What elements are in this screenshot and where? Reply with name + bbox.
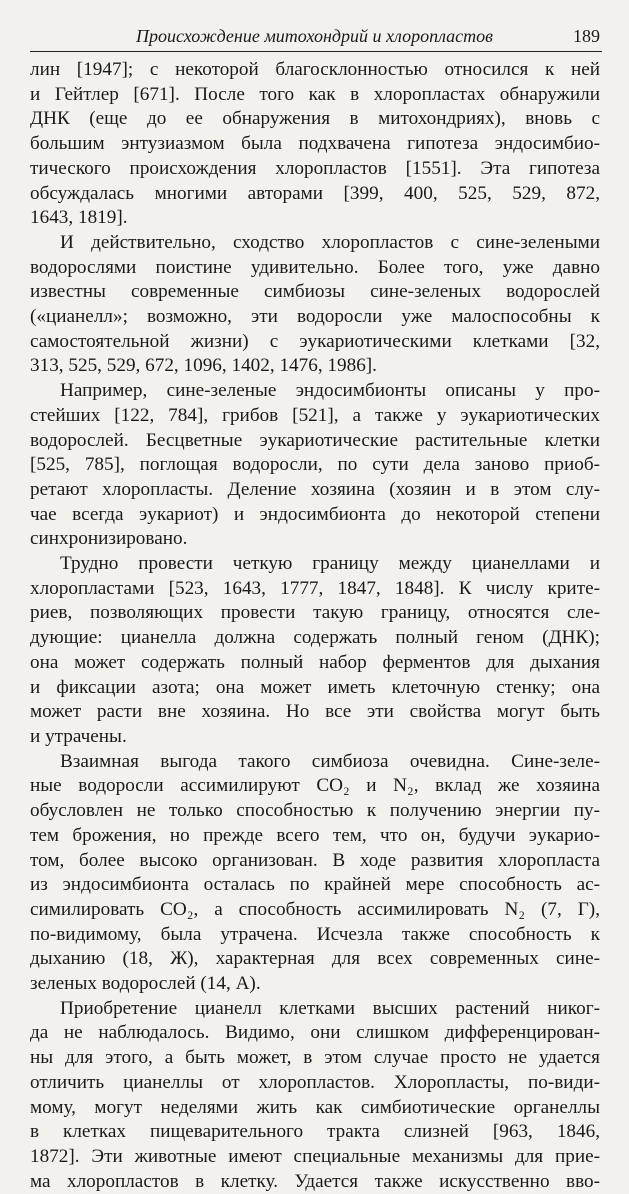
text-line: синхронизировано. [30,528,188,550]
text-line: дыханию (18, Ж), характерная для всех современных сине- [30,948,600,970]
paragraph [30,552,600,750]
page-number: 189 [573,26,600,46]
paragraph [30,379,600,552]
text-line: лин [1947]; с некоторой благосклонностью относился к ней [30,59,600,80]
text-line: да не наблюдалось. Видимо, они слишком дифференцирован- [30,1022,600,1044]
text-line: и Гейтлер [671]. После того как в хлоропластах обнаружили [30,83,600,105]
text-line: Взаимная выгода такого симбиоза очевидна. Сине-зеле- [60,750,600,772]
text-line: и утрачены. [30,725,127,747]
paragraph [30,750,600,997]
text-line: обсуждалась многими авторами [399, 400, 525, 529, 872, [30,182,600,204]
text-line: симилировать CO₂, а способность ассимилировать N₂ (7, Г), [30,898,600,920]
text-line: ретают хлоропласты. Деление хозяина (хозяин и в этом слу- [30,478,600,500]
text-line: чае всегда эукариот) и эндосимбионта до некоторой степени [30,503,600,525]
text-line: 1872]. Эти животные имеют специальные механизмы для прие- [30,1145,600,1167]
text-line: ны для этого, а быть может, в этом случае просто не удается [30,1047,600,1069]
paragraph [30,997,600,1194]
text-line: зеленых водорослей (14, А). [30,973,261,995]
text-line: хлоропластами [523, 1643, 1777, 1847, 1848]. К числу крите- [30,577,600,599]
text-line: водорослями поистине удивительно. Более того, уже давно [30,256,600,278]
text-line: 313, 525, 529, 672, 1096, 1402, 1476, 1986]. [30,355,377,377]
running-header [30,21,602,52]
text-line: дующие: цианелла должна содержать полный геном (ДНК); [30,627,600,649]
text-line: самостоятельной жизни) с эукариотическими клетками [32, [30,330,600,352]
text-line: Трудно провести четкую границу между цианеллами и [60,553,600,575]
text-line: («цианелл»; возможно, эти водоросли уже малоспособны к [30,306,600,328]
text-line: Например, сине-зеленые эндосимбионты описаны у про- [60,380,600,402]
text-line: и фиксации азота; она может иметь клеточную стенку; она [30,676,600,698]
text-line: тического происхождения хлоропластов [1551]. Эта гипотеза [30,157,600,179]
text-line: 1643, 1819]. [30,207,128,229]
text-line: ма хлоропластов в клетку. Удается также искусственно вво- [30,1170,600,1192]
paragraph [30,231,600,379]
text-line: по-видимому, была утрачена. Исчезла также способность к [30,923,600,945]
text-line: известны современные симбиозы сине-зеленых водорослей [30,281,600,303]
text-line: она может содержать полный набор ферментов для дыхания [30,651,600,673]
text-line: И действительно, сходство хлоропластов с сине-зелеными [60,231,600,253]
paragraph [30,58,600,231]
text-line: [525, 785], поглощая водоросли, по сути дела заново приоб- [30,454,600,476]
text-line: из эндосимбионта осталась по крайней мере способность ас- [30,874,600,896]
text-line: большим энтузиазмом была подхвачена гипотеза эндосимбио- [30,133,600,155]
text-line: ДНК (еще до ее обнаружения в митохондриях), вновь с [30,108,600,130]
text-line: Приобретение цианелл клетками высших растений никог- [60,997,600,1019]
text-line: обусловлен не только способностью к получению энергии пу- [30,800,600,822]
text-line: отличить цианеллы от хлоропластов. Хлоропласты, по-види- [30,1071,600,1093]
text-line: водорослей. Бесцветные эукариотические растительные клетки [30,429,600,451]
text-line: ные водоросли ассимилируют CO₂ и N₂, вклад же хозяина [30,775,600,797]
text-line: риев, позволяющих провести такую границу, относятся сле- [30,602,600,624]
text-line: может расти вне хозяина. Но все эти свойства могут быть [30,701,600,723]
text-line: мому, могут неделями жить как симбиотические органеллы [30,1096,600,1118]
text-line: в клетках пищеварительного тракта слизней [963, 1846, [30,1121,600,1143]
running-header-title: Происхождение митохондрий и хлоропластов [136,26,493,46]
text-line: тем брожения, но прежде всего тем, что он, будучи эукарио- [30,824,600,846]
text-line: стейших [122, 784], грибов [521], а также у эукариотических [30,404,600,426]
text-line: том, более высоко организован. В ходе развития хлоропласта [30,849,600,871]
body-text [30,58,600,1194]
